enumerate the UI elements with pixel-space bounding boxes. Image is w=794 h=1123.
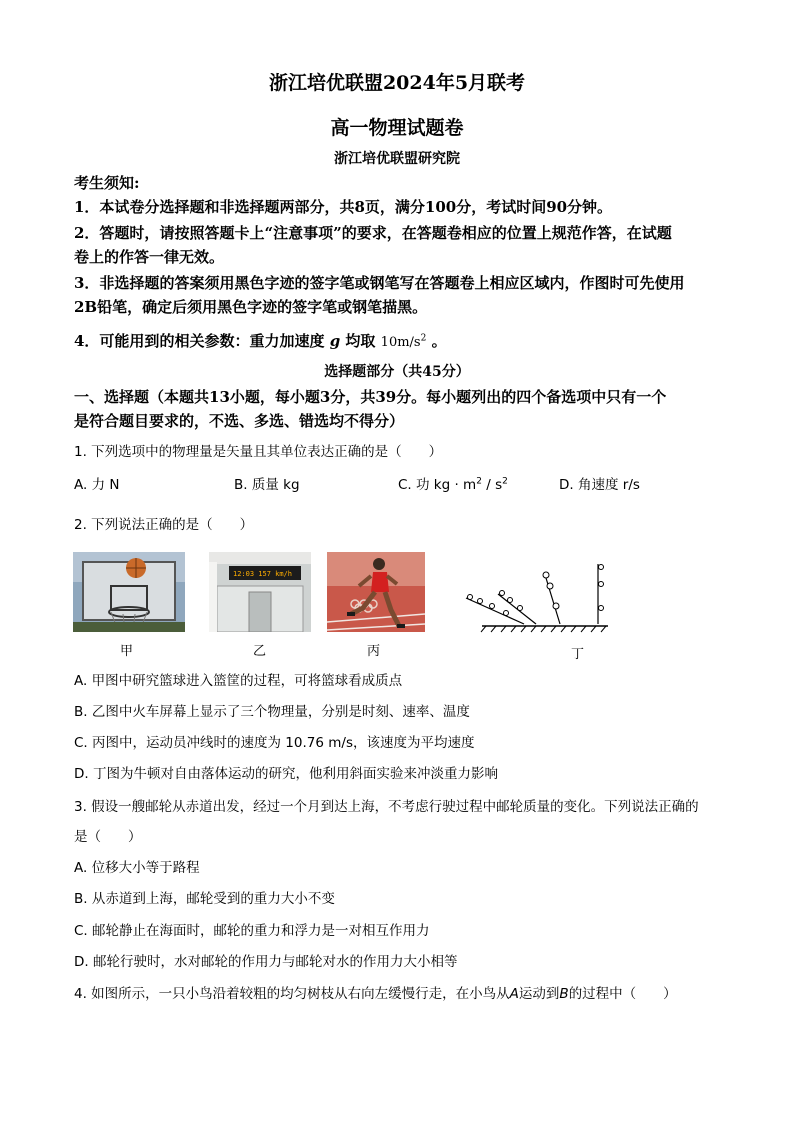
q1-stem: 1. 下列选项中的物理量是矢量且其单位表达正确的是（ ） — [74, 444, 443, 460]
caption-yi: 乙 — [253, 644, 267, 659]
notice-item-3: 3．非选择题的答案须用黑色字迹的签字笔或钢笔写在答题卷上相应区域内，作图时可先使用 — [74, 274, 685, 292]
q3-option-a: A. 位移大小等于路程 — [74, 860, 200, 876]
q1-option-a: A. 力 N — [74, 477, 120, 493]
q3-option-b: B. 从赤道到上海，邮轮受到的重力大小不变 — [74, 891, 335, 907]
point-b: B — [559, 986, 569, 1002]
notice-item-2: 2．答题时，请按照答题卡上“注意事项”的要求，在答题卷相应的位置上规范作答，在试题 — [74, 224, 672, 242]
caption-jia: 甲 — [120, 644, 134, 659]
q3-option-d: D. 邮轮行驶时，水对邮轮的作用力与邮轮对水的作用力大小相等 — [74, 954, 458, 970]
notice-item-3-cont: 2B铅笔，确定后须用黑色字迹的签字笔或钢笔描黑。 — [74, 298, 428, 316]
q2-option-c: C. 丙图中，运动员冲线时的速度为 10.76 m/s，该速度为平均速度 — [74, 735, 475, 751]
q1-option-d: D. 角速度 r/s — [559, 477, 640, 493]
train-display-image — [209, 552, 311, 632]
q1-option-c: C. 功 kg · $m^2 / s^2$ — [398, 476, 508, 493]
gravity-value: $10m/s^2$ — [380, 333, 427, 350]
q2-option-a: A. 甲图中研究篮球进入篮筐的过程，可将篮球看成质点 — [74, 673, 403, 689]
section-intro-line-2: 是符合题目要求的，不选、多选、错选均不得分） — [74, 412, 405, 430]
inclined-plane-diagram — [462, 558, 612, 636]
exam-organization: 浙江培优联盟研究院 — [334, 151, 460, 167]
q3-option-c: C. 邮轮静止在海面时，邮轮的重力和浮力是一对相互作用力 — [74, 923, 430, 939]
section-intro-line-1: 一、选择题（本题共13小题，每小题3分，共39分。每小题列出的四个备选项中只有一个 — [74, 388, 667, 406]
exam-subtitle: 高一物理试题卷 — [330, 117, 464, 139]
q4-stem: 4. 如图所示，一只小鸟沿着较粗的均匀树枝从右向左缓慢行走，在小鸟从A运动到B的过程中（ ） — [74, 986, 677, 1002]
notice-heading: 考生须知: — [74, 174, 140, 192]
gravity-symbol: g — [329, 332, 341, 350]
q3-stem-line-1: 3. 假设一艘邮轮从赤道出发，经过一个月到达上海，不考虑行驶过程中邮轮质量的变化。下列说法正确的 — [74, 799, 699, 815]
section-title: 选择题部分（共45分） — [324, 364, 470, 380]
basketball-hoop-image — [73, 552, 185, 632]
caption-bing: 丙 — [367, 644, 381, 659]
caption-ding: 丁 — [571, 647, 585, 662]
notice-item-2-cont: 卷上的作答一律无效。 — [74, 248, 225, 266]
point-a: A — [509, 986, 519, 1002]
q2-option-b: B. 乙图中火车屏幕上显示了三个物理量，分别是时刻、速率、温度 — [74, 704, 470, 720]
exam-title: 浙江培优联盟2024年5月联考 — [268, 72, 526, 94]
sprinter-image — [327, 552, 425, 632]
q2-stem: 2. 下列说法正确的是（ ） — [74, 517, 254, 533]
notice-item-1: 1．本试卷分选择题和非选择题两部分，共8页，满分100分，考试时间90分钟。 — [74, 198, 613, 216]
q1-option-b: B. 质量 kg — [234, 477, 300, 493]
train-screen-text: 12:03 157 km/h — [233, 570, 293, 578]
q2-option-d: D. 丁图为牛顿对自由落体运动的研究，他利用斜面实验来冲淡重力影响 — [74, 766, 498, 782]
notice-item-4: 4．可能用到的相关参数：重力加速度 g 均取 $10m/s^2$ 。 — [74, 332, 447, 350]
q3-stem-line-2: 是（ ） — [74, 829, 142, 845]
